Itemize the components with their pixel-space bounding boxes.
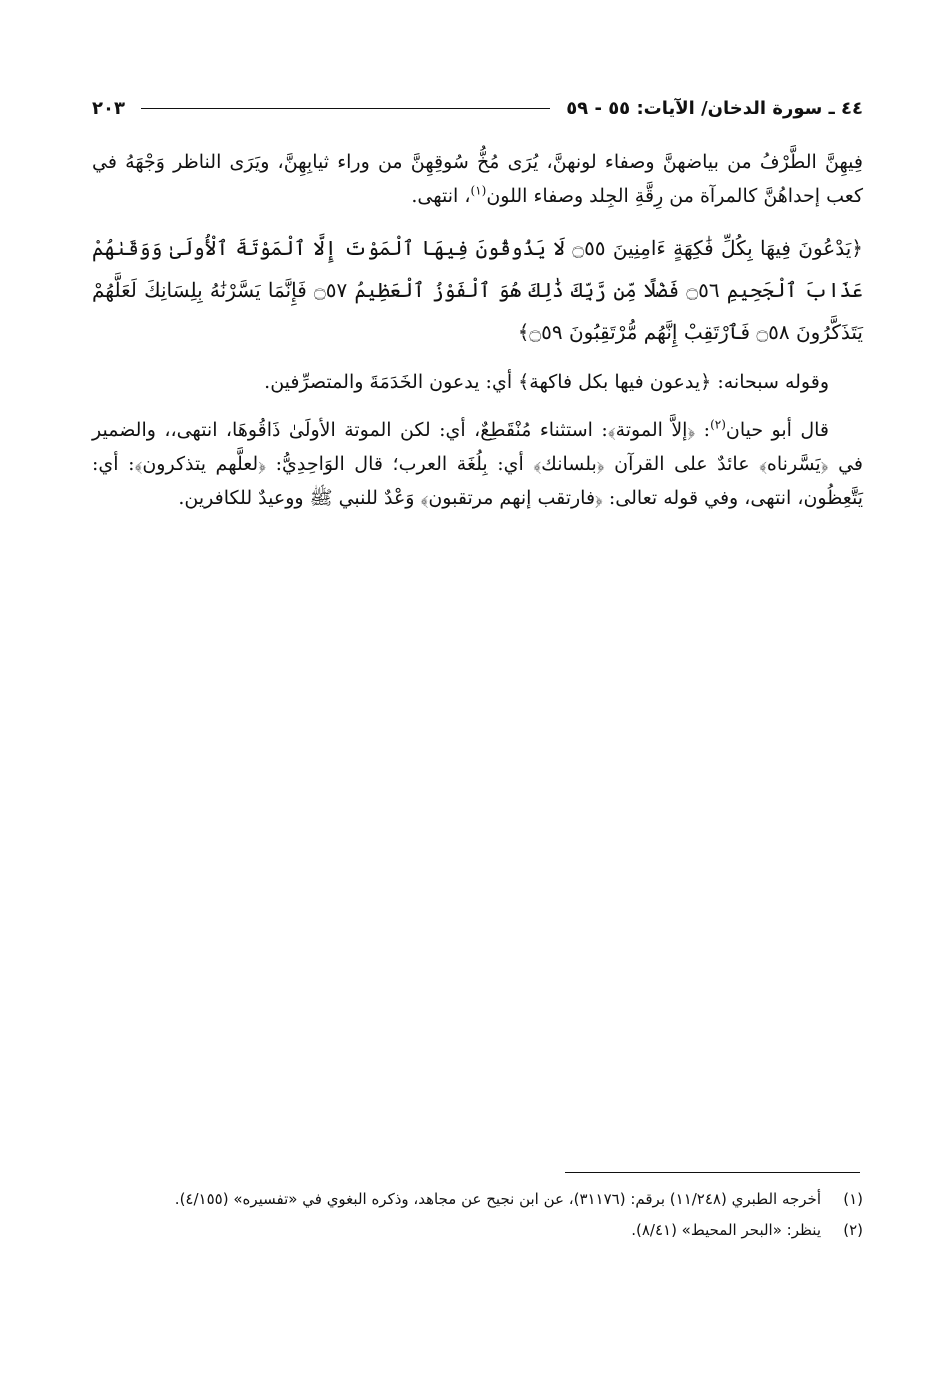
paragraph-text: قال أبو حيان (725, 419, 830, 441)
quran-verses: ﴿يَدْعُونَ فِيهَا بِكُلِّ فَٰكِهَةٍ ءَامِنِينَ ۝٥٥ لَا يَذُوقُونَ فِيهَا ٱلْمَوْتَ إِلَّا ٱلْمَوْتَةَ ٱلْأُولَىٰ وَوَقَىٰهُمْ عَذَابَ ٱلْجَحِيمِ ۝٥٦ فَضْلًا مِّن رَّبِّكَ ذَٰلِكَ هُوَ ٱلْفَوْزُ ٱلْعَظِيمُ ۝٥٧ فَإِنَّمَا يَسَّرْنَٰهُ بِلِسَانِكَ لَعَلَّهُمْ يَتَذَكَّرُونَ ۝٥٨ فَٱرْتَقِبْ إِنَّهُم مُّرْتَقِبُونَ ۝٥٩﴾ (92, 236, 863, 344)
running-title: ٤٤ ـ سورة الدخان/ الآيات: ٥٥ - ٥٩ (566, 97, 863, 119)
footnote-ref-1[interactable]: (١) (470, 183, 487, 198)
main-text (92, 145, 863, 529)
running-header (92, 92, 863, 124)
paragraph-tail: ، انتهى. (411, 185, 471, 207)
footnote-text: ينظر: «البحر المحيط» (٨/٤١). (631, 1221, 821, 1239)
footnote-number: (١) (843, 1190, 863, 1208)
footnote-separator (565, 1172, 860, 1173)
paragraph-commentary: وقوله سبحانه: ﴿يدعون فيها بكل فاكهة﴾ أي: يدعون الخَدَمَةَ والمتصرِّفين. (264, 371, 829, 393)
paragraph-tail: : ﴿إلاَّ الموتة﴾: استثناء مُنْقَطِعٌ، أي: لكن الموتة الأولَىٰ ذَاقُوهَا، انتهى،، والضمير في ﴿يَسَّرناه﴾ عائدٌ على القرآن ﴿بلسانك﴾ أي: بِلُغَة العرب؛ قال الوَاحِدِيُّ: ﴿لعلَّهم يتذكرون﴾: أي: يَتَّعِظُون، انتهى، وفي قوله تعالى: ﴿فارتقب إنهم مرتقبون﴾ وَعْدٌ للنبي ﷺ ووعيدٌ للكافرين. (92, 419, 863, 509)
paragraph-text: فِيهِنَّ الطَّرْفُ من بياضهنَّ وصفاء لونهنَّ، يُرَى مُخُّ سُوقِهِنَّ من وراء ثيابِهِنَّ، ويَرَى الناظر وَجْهَهُ في كعب إحداهُنَّ كالمرآة من رِقَّةِ الجِلد وصفاء اللون (92, 151, 863, 207)
footnotes (92, 1186, 863, 1248)
page-number: ٢٠٣ (92, 97, 125, 119)
paragraph-abu-hayyan (92, 413, 863, 515)
paragraph-description (92, 145, 863, 213)
footnote-1 (92, 1186, 863, 1213)
footnote-ref-2[interactable]: (٢) (710, 417, 726, 432)
header-rule (141, 108, 550, 109)
footnote-2 (92, 1217, 863, 1244)
footnote-text: أخرجه الطبري (١١/٢٤٨) برقم: (٣١١٧٦)، عن ابن نجيح عن مجاهد، وذكره البغوي في «تفسيره» (٤/١٥٥). (174, 1190, 821, 1208)
footnote-number: (٢) (843, 1221, 863, 1239)
